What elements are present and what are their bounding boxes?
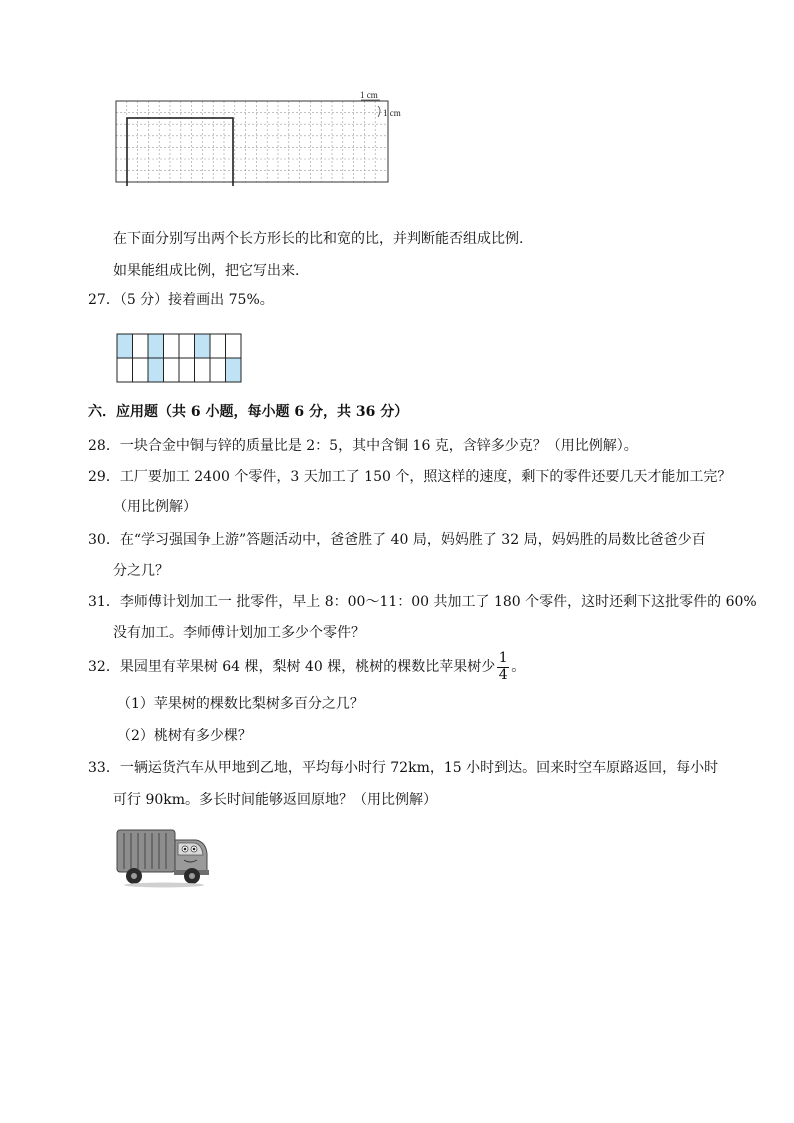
- question-number: 33．: [88, 760, 120, 776]
- question-number: 29．: [88, 469, 120, 485]
- question-number: 27．: [88, 292, 120, 308]
- percent-grid-cells: [117, 334, 241, 382]
- grid-lines: [116, 101, 386, 182]
- question-33-line-2: 可行 90km。多长时间能够返回原地？（用比例解）: [113, 792, 438, 808]
- percent-grid-cell: [117, 358, 133, 382]
- question-30: [88, 530, 706, 550]
- fraction-one-quarter: [497, 651, 509, 683]
- unit-label-height: 1 cm: [383, 108, 401, 118]
- fraction-denominator: 4: [498, 667, 508, 683]
- question-32-sub-2: （2）桃树有多少棵？: [117, 728, 252, 744]
- percent-grid-cell: [148, 358, 164, 382]
- question-text: （5 分）接着画出 75%。: [119, 292, 274, 308]
- question-text: 一块合金中铜与锌的质量比是 2：5，其中含铜 16 克，含锌多少克？（用比例解）。: [119, 438, 638, 454]
- question-number: 32．: [88, 659, 120, 675]
- percent-grid-cell: [195, 334, 211, 358]
- question-text-line-1: 在“学习强国争上游”答题活动中，爸爸胜了 40 局，妈妈胜了 32 局，妈妈胜的局数比爸爸少百: [119, 532, 706, 548]
- percent-grid-cell: [210, 334, 226, 358]
- percent-grid-cell: [179, 334, 195, 358]
- percent-grid-cell: [164, 334, 180, 358]
- percent-grid-cell: [148, 334, 164, 358]
- unit-brace-side: [378, 106, 380, 117]
- question-29-line-2: （用比例解）: [113, 499, 197, 515]
- unit-label-width: 1 cm: [360, 90, 378, 100]
- question-text-line-1: 李师傅计划加工一 批零件，早上 8：00～11：00 共加工了 180 个零件，这时还剩下这批零件的 60%: [119, 594, 757, 610]
- section-title: 六．应用题（共 6 小题，每小题 6 分，共 36 分）: [88, 404, 409, 420]
- question-number: 28．: [88, 438, 120, 454]
- q26-line-1: 在下面分别写出两个长方形长的比和宽的比，并判断能否组成比例.: [113, 231, 524, 247]
- question-33: [88, 758, 718, 778]
- question-text-line-1: 工厂要加工 2400 个零件，3 天加工了 150 个，照这样的速度，剩下的零件还要几天才能加工完？: [119, 469, 732, 485]
- question-28: [88, 436, 638, 456]
- drawn-rectangle: [127, 118, 233, 186]
- question-31: [88, 592, 757, 612]
- percent-grid-cell: [117, 334, 133, 358]
- grid-rectangle-figure: [112, 86, 412, 186]
- question-30-line-2: 分之几？: [113, 563, 169, 579]
- fraction-numerator: 1: [498, 650, 508, 666]
- question-end: 。: [511, 659, 526, 675]
- percent-grid-cell: [226, 334, 242, 358]
- question-32-sub-1: （1）苹果树的棵数比梨树多百分之几？: [117, 696, 364, 712]
- percent-grid-cell: [179, 358, 195, 382]
- outer-grid-border: [116, 101, 388, 182]
- question-text: 果园里有苹果树 64 棵，梨树 40 棵，桃树的棵数比苹果树少: [119, 659, 496, 675]
- question-29: [88, 467, 731, 487]
- question-number: 30．: [88, 532, 120, 548]
- question-27: [88, 290, 274, 310]
- percent-grid-cell: [133, 334, 149, 358]
- percent-grid-cell: [226, 358, 242, 382]
- question-32: [88, 649, 525, 685]
- percent-grid-cell: [210, 358, 226, 382]
- question-text-line-1: 一辆运货汽车从甲地到乙地，平均每小时行 72km，15 小时到达。回来时空车原路返回，每小时: [119, 760, 719, 776]
- percent-grid-cell: [164, 358, 180, 382]
- truck-illustration: [114, 826, 214, 888]
- question-number: 31．: [88, 594, 120, 610]
- percent-grid-cell: [195, 358, 211, 382]
- percent-grid-cell: [133, 358, 149, 382]
- percent-grid-figure: [116, 333, 244, 385]
- question-31-line-2: 没有加工。李师傅计划加工多少个零件？: [113, 625, 365, 641]
- q26-line-2: 如果能组成比例，把它写出来.: [113, 263, 300, 279]
